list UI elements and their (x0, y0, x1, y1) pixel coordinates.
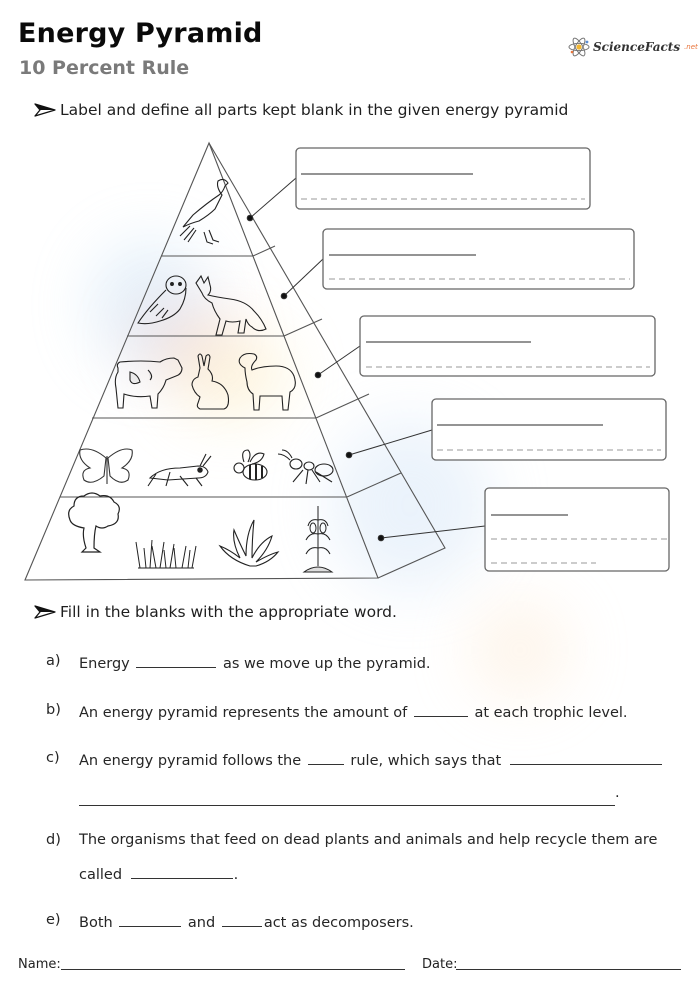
section1-instruction-text: Label and define all parts kept blank in the given energy pyramid (60, 101, 569, 119)
label-box-2 (323, 229, 634, 289)
question-text: The organisms that feed on dead plants and animals and help recycle them are (79, 832, 658, 848)
question-b (0, 702, 700, 724)
question-text: at each trophic level. (474, 705, 628, 721)
grass-icon (136, 540, 196, 568)
owl-icon (138, 276, 186, 324)
blank-c3[interactable] (79, 791, 615, 806)
arrow-bullet-icon (34, 605, 56, 619)
corn-plant-icon (304, 506, 332, 572)
question-letter: a) (46, 653, 61, 669)
blank-e1[interactable] (119, 912, 181, 927)
question-letter: b) (46, 702, 61, 718)
butterfly-icon (80, 449, 133, 484)
question-c (0, 750, 700, 772)
question-text: rule, which says that (350, 753, 502, 769)
blank-b1[interactable] (414, 702, 468, 717)
question-text: An energy pyramid follows the (79, 753, 302, 769)
cow-icon (115, 358, 182, 408)
logo-suffix: .net (684, 43, 698, 51)
ant-icon (278, 450, 333, 484)
bee-icon (234, 450, 267, 480)
watermark-orange (470, 600, 570, 700)
question-text: and (187, 915, 216, 931)
date-field[interactable] (456, 955, 681, 970)
label-box-3-definition-field[interactable] (366, 351, 650, 367)
label-box-1-label-field[interactable] (301, 158, 473, 174)
logo-text: ScienceFacts (593, 40, 681, 54)
question-text: act as decomposers. (263, 915, 414, 931)
tree-icon (69, 493, 120, 552)
label-box-2-label-field[interactable] (329, 239, 476, 255)
grasshopper-icon (148, 454, 211, 486)
question-a (0, 653, 700, 675)
question-letter: e) (46, 912, 61, 928)
shrub-icon (220, 520, 278, 566)
label-box-4-definition-field[interactable] (437, 434, 661, 450)
question-letter: c) (46, 750, 60, 766)
fox-icon (196, 276, 266, 335)
section2-instruction (34, 603, 397, 621)
sheep-icon (239, 354, 295, 411)
question-d-line2 (79, 864, 238, 883)
page-title: Energy Pyramid (18, 18, 263, 49)
label-box-5-label-field[interactable] (491, 499, 568, 515)
blank-c2[interactable] (510, 750, 662, 765)
question-text: Both (79, 915, 113, 931)
date-label: Date: (422, 957, 458, 972)
question-text: An energy pyramid represents the amount of (79, 705, 408, 721)
name-label: Name: (18, 957, 61, 972)
question-text: as we move up the pyramid. (222, 656, 431, 672)
name-field[interactable] (61, 955, 405, 970)
rabbit-icon (192, 354, 229, 409)
question-text: called (79, 867, 123, 883)
blank-a1[interactable] (136, 653, 216, 668)
page-subtitle: 10 Percent Rule (19, 57, 190, 79)
blank-c1[interactable] (308, 750, 344, 765)
eagle-icon (180, 179, 228, 244)
question-text: Energy (79, 656, 130, 672)
question-e (0, 912, 700, 934)
label-box-3-label-field[interactable] (366, 326, 531, 342)
section2-instruction-text: Fill in the blanks with the appropriate word. (60, 603, 397, 621)
question-d (0, 832, 700, 854)
blank-d1[interactable] (131, 864, 233, 879)
question-text: . (233, 867, 239, 883)
blank-e2[interactable] (222, 912, 262, 927)
question-c-period: . (615, 785, 620, 801)
label-box-5-definition-field[interactable] (491, 523, 667, 563)
label-box-2-definition-field[interactable] (329, 263, 630, 279)
question-letter: d) (46, 832, 61, 848)
label-box-1-definition-field[interactable] (301, 183, 585, 199)
label-box-4-label-field[interactable] (437, 409, 603, 425)
